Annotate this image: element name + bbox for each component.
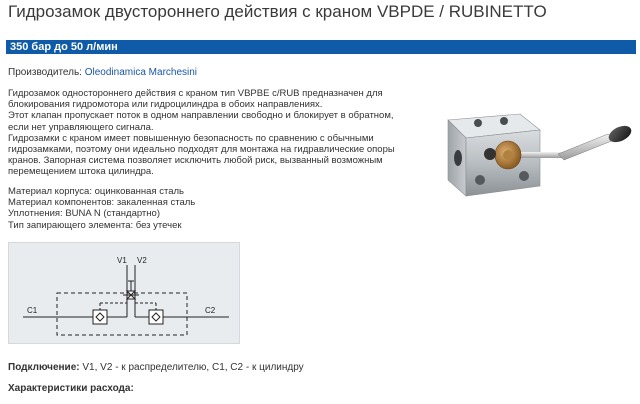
spec-item: Материал компонентов: закаленная сталь [8,197,196,209]
label-v2: V2 [137,256,147,265]
connection-label: Подключение: [8,362,80,373]
spec-item: Материал корпуса: оцинкованная сталь [8,186,184,197]
material-specs [8,186,388,231]
hydraulic-schematic [8,242,240,344]
flow-heading: Характеристики расхода: [8,383,134,394]
label-v1: V1 [117,256,127,265]
page-title: Гидрозамок двустороннего действия с краном VBPDE / RUBINETTO [8,2,547,21]
manufacturer-label: Производитель: [8,67,82,78]
description-paragraph: Этот клапан пропускает поток в одном направлении свободно и блокирует в обратном, если нет управляющего сигнала. [8,110,394,133]
spec-banner: 350 бар до 50 л/мин [6,40,636,54]
spec-item: Уплотнения: BUNA N (стандартно) [8,208,160,220]
description-paragraph: Гидрозамок одностороннего действия с краном тип VBPBE c/RUB предназначен для блокирования гидромотора или гидроцилиндра в обоих направлениях. [8,88,383,111]
product-image [408,100,636,210]
manufacturer-line [8,67,197,78]
label-c2: C2 [205,306,216,315]
spec-item: Тип запирающего элемента: без утечек [8,219,182,231]
connection-text: V1, V2 - к распределителю, C1, C2 - к цилиндру [82,362,304,373]
product-description [8,88,403,178]
manufacturer-link[interactable]: Oleodinamica Marchesini [84,67,198,78]
description-paragraph: Гидрозамки с краном имеет повышенную безопасность по сравнению с обычными гидрозамками, поэтому они идеально подходят для монтажа на гидравлические опоры кранов. Запорная система позволяет исключить любой риск, вызванный возможным перемещением штока цилиндра. [8,132,395,178]
label-c1: C1 [27,306,38,315]
schematic-drawing [9,243,239,343]
connection-info [8,362,608,373]
